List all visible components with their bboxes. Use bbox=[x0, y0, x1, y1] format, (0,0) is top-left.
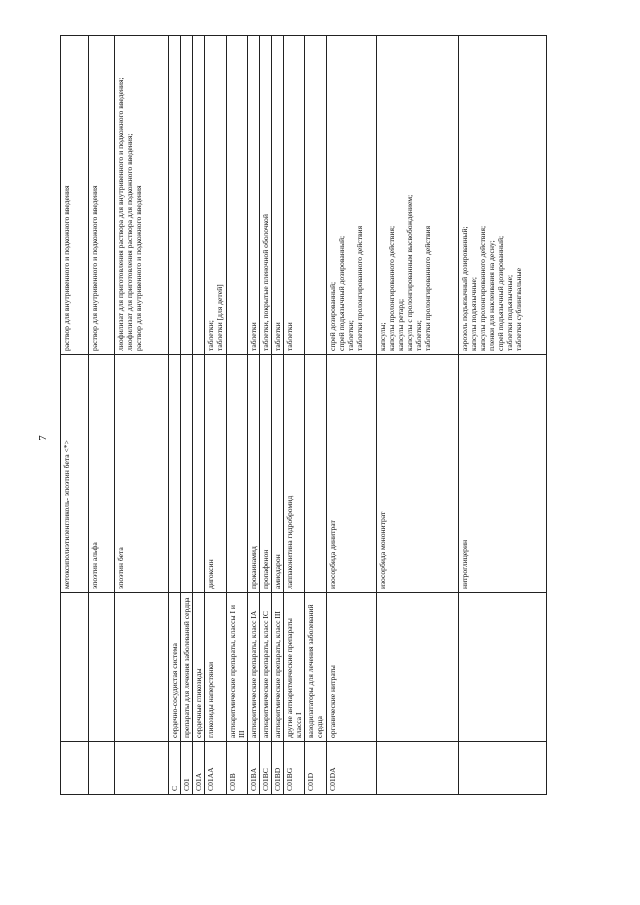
group-cell: препараты для лечения заболеваний сердца bbox=[181, 593, 193, 742]
code-cell: C01 bbox=[181, 742, 193, 795]
group-cell: гликозиды наперстянки bbox=[205, 593, 226, 742]
forms-cell: таблетки bbox=[271, 36, 283, 355]
rotated-table-container bbox=[60, 35, 585, 795]
forms-cell: лиофилизат для приготовления раствора для внутривенного и подкожного введения; лиофилизат для приготовления раствора для подкожного введения; раствор для внутривенного и подкожного введения bbox=[115, 36, 169, 355]
table-row bbox=[376, 36, 458, 795]
inn-cell bbox=[169, 355, 181, 593]
table-row bbox=[326, 36, 376, 795]
inn-cell bbox=[193, 355, 205, 593]
group-cell: сердечные гликозиды bbox=[193, 593, 205, 742]
inn-cell: эпоэтин альфа bbox=[89, 355, 115, 593]
group-cell: органические нитраты bbox=[326, 593, 376, 742]
code-cell bbox=[89, 742, 115, 795]
code-cell: C01A bbox=[193, 742, 205, 795]
table-row bbox=[205, 36, 226, 795]
group-cell: антиаритмические препараты, класс III bbox=[271, 593, 283, 742]
table-row bbox=[271, 36, 283, 795]
code-cell: C01DA bbox=[326, 742, 376, 795]
forms-cell bbox=[226, 36, 247, 355]
inn-cell: метоксиполиэтиленгликоль- эпоэтин бета <*> bbox=[61, 355, 89, 593]
inn-cell: дигоксин bbox=[205, 355, 226, 593]
forms-cell: таблетки; таблетки [для детей] bbox=[205, 36, 226, 355]
code-cell: C01BD bbox=[271, 742, 283, 795]
code-cell: C01BC bbox=[259, 742, 271, 795]
inn-cell: изосорбида динитрат bbox=[326, 355, 376, 593]
table-row bbox=[226, 36, 247, 795]
table-row bbox=[458, 36, 546, 795]
forms-cell: таблетки, покрытые пленочной оболочкой bbox=[259, 36, 271, 355]
inn-cell: лаппаконитина гидробромид bbox=[284, 355, 305, 593]
code-cell: C01D bbox=[305, 742, 326, 795]
table-row bbox=[181, 36, 193, 795]
table-row bbox=[115, 36, 169, 795]
code-cell bbox=[458, 742, 546, 795]
inn-cell: прокаинамид bbox=[247, 355, 259, 593]
group-cell: другие антиаритмические препараты класса I bbox=[284, 593, 305, 742]
code-cell bbox=[115, 742, 169, 795]
table-row bbox=[284, 36, 305, 795]
group-cell bbox=[458, 593, 546, 742]
inn-cell bbox=[226, 355, 247, 593]
forms-cell bbox=[305, 36, 326, 355]
forms-cell: таблетки bbox=[284, 36, 305, 355]
code-cell: C01BA bbox=[247, 742, 259, 795]
inn-cell: эпоэтин бета bbox=[115, 355, 169, 593]
inn-cell: изосорбида мононитрат bbox=[376, 355, 458, 593]
inn-cell: амиодарон bbox=[271, 355, 283, 593]
forms-cell: раствор для внутривенного и подкожного введения bbox=[89, 36, 115, 355]
inn-cell: нитроглицерин bbox=[458, 355, 546, 593]
code-cell: C bbox=[169, 742, 181, 795]
group-cell bbox=[115, 593, 169, 742]
group-cell: антиаритмические препараты, классы I и III bbox=[226, 593, 247, 742]
group-cell bbox=[61, 593, 89, 742]
forms-cell: таблетки bbox=[247, 36, 259, 355]
table-row bbox=[259, 36, 271, 795]
forms-cell: капсулы; капсулы пролонгированного действия; капсулы ретард; капсулы с пролонгированным высвобождением; таблетки; таблетки пролонгированного действия bbox=[376, 36, 458, 355]
code-cell bbox=[61, 742, 89, 795]
table-row bbox=[305, 36, 326, 795]
document-page bbox=[60, 35, 585, 795]
table-row bbox=[193, 36, 205, 795]
group-cell bbox=[376, 593, 458, 742]
table-row bbox=[169, 36, 181, 795]
group-cell: вазодилататоры для лечения заболеваний сердца bbox=[305, 593, 326, 742]
group-cell: антиаритмические препараты, класс IC bbox=[259, 593, 271, 742]
code-cell: C01B bbox=[226, 742, 247, 795]
forms-cell: спрей дозированный; спрей подъязычный дозированный; таблетки; таблетки пролонгированного действия bbox=[326, 36, 376, 355]
table-row bbox=[247, 36, 259, 795]
inn-cell bbox=[181, 355, 193, 593]
group-cell: антиаритмические препараты, класс IA bbox=[247, 593, 259, 742]
forms-cell: раствор для внутривенного и подкожного введения bbox=[61, 36, 89, 355]
table-row bbox=[89, 36, 115, 795]
inn-cell bbox=[305, 355, 326, 593]
forms-cell bbox=[193, 36, 205, 355]
forms-cell: аэрозоль подъязычный дозированный; капсулы подъязычные; капсулы пролонгированного действия; пленки для наклеивания на десну; спрей подъязычный дозированный; таблетки подъязычные; таблетки сублингвальные bbox=[458, 36, 546, 355]
code-cell: C01BG bbox=[284, 742, 305, 795]
inn-cell: пропафенон bbox=[259, 355, 271, 593]
code-cell bbox=[376, 742, 458, 795]
table-row bbox=[61, 36, 89, 795]
drug-list-table bbox=[60, 35, 547, 795]
group-cell: сердечно-сосудистая система bbox=[169, 593, 181, 742]
group-cell bbox=[89, 593, 115, 742]
forms-cell bbox=[169, 36, 181, 355]
code-cell: C01AA bbox=[205, 742, 226, 795]
page-number: 7 bbox=[36, 435, 49, 441]
forms-cell bbox=[181, 36, 193, 355]
